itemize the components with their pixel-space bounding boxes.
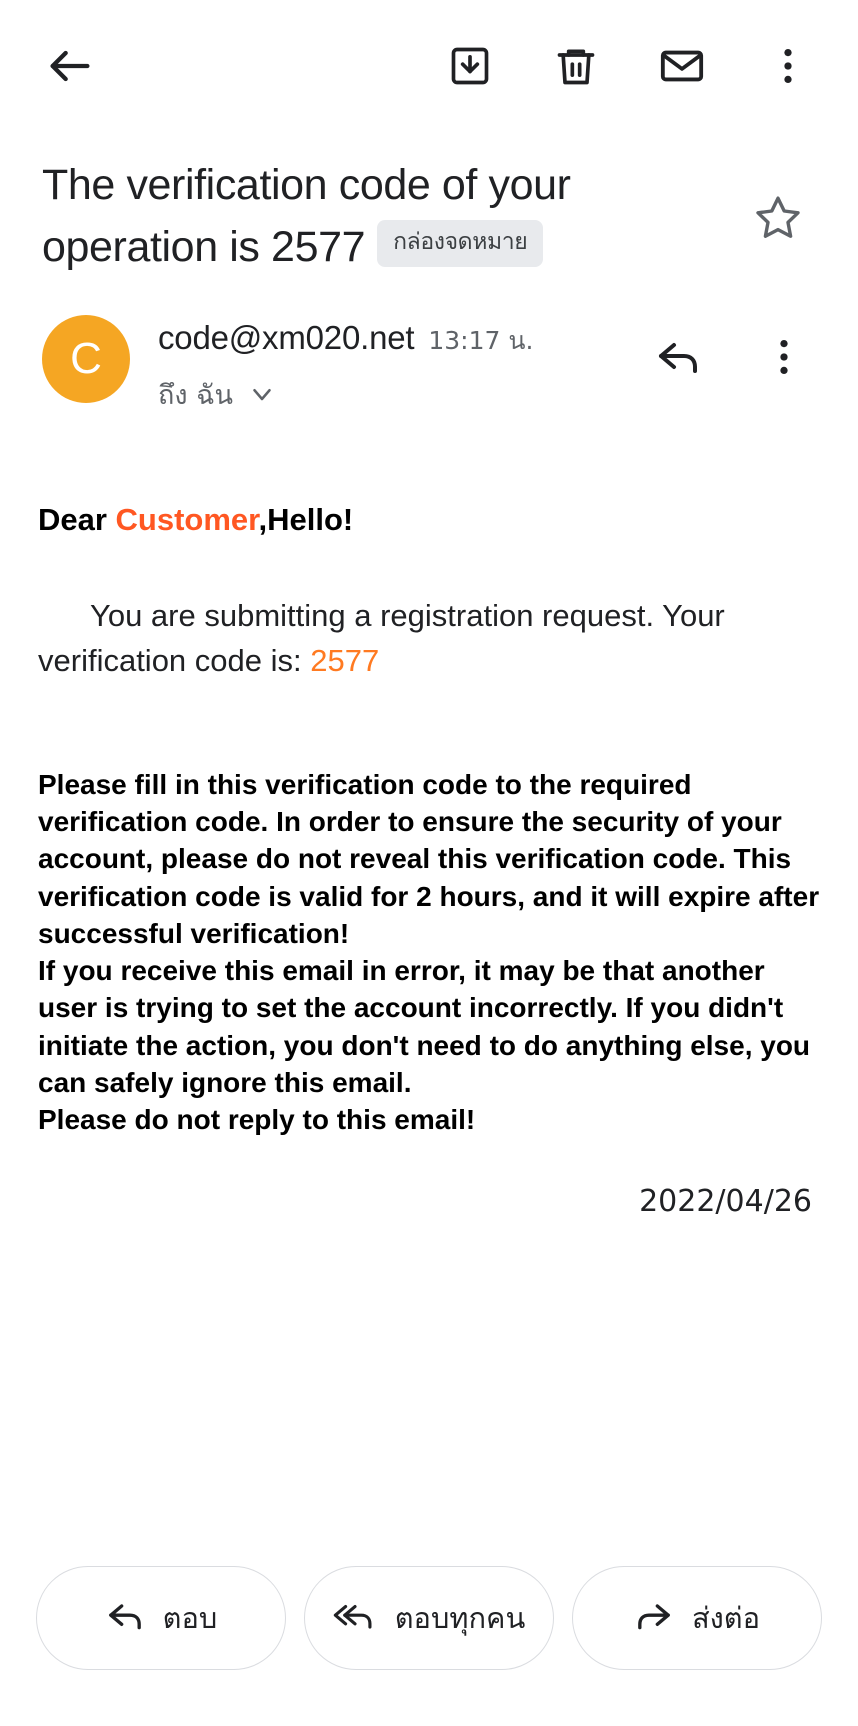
reply-all-action-button[interactable] bbox=[304, 1566, 554, 1670]
archive-button[interactable] bbox=[434, 30, 506, 102]
greeting-prefix: Dear bbox=[38, 501, 116, 537]
page-title bbox=[42, 154, 740, 279]
message-date: 2022/04/26 bbox=[639, 1184, 812, 1220]
sender-row bbox=[0, 279, 858, 416]
star-button[interactable] bbox=[740, 180, 816, 256]
reply-action-label: ตอบ bbox=[162, 1601, 218, 1635]
verification-paragraph bbox=[38, 594, 820, 684]
forward-arrow-icon bbox=[634, 1596, 674, 1641]
sent-time: 13:17 น. bbox=[428, 325, 534, 355]
envelope-icon bbox=[659, 43, 705, 89]
top-toolbar bbox=[0, 0, 858, 132]
forward-action-label: ส่งต่อ bbox=[691, 1601, 761, 1635]
label-chip[interactable]: กล่องจดหมาย bbox=[377, 220, 543, 267]
reply-all-action-label: ตอบทุกคน bbox=[394, 1601, 526, 1635]
more-vertical-icon bbox=[767, 334, 801, 380]
forward-action-button[interactable] bbox=[572, 1566, 822, 1670]
chevron-down-icon[interactable] bbox=[247, 379, 277, 409]
reply-button[interactable] bbox=[642, 321, 714, 393]
paragraph-text: You are submitting a registration request. Your verification code is: bbox=[38, 597, 725, 678]
sender-address[interactable]: code@xm020.net bbox=[158, 318, 415, 356]
avatar: C bbox=[42, 315, 130, 403]
reply-arrow-icon bbox=[105, 1596, 145, 1641]
recipient-label: ถึง ฉัน bbox=[158, 379, 233, 411]
notice-line-1: Please fill in this verification code to the required verification code. In order to ensure the security of your account, please do not reveal this verification code. This verification code is valid for 2 hours, and it will expire after successful verification! bbox=[38, 768, 820, 949]
reply-arrow-icon bbox=[654, 333, 702, 381]
back-button[interactable] bbox=[34, 30, 106, 102]
reply-action-button[interactable] bbox=[36, 1566, 286, 1670]
greeting-suffix: ,Hello! bbox=[258, 501, 354, 537]
more-vertical-icon bbox=[771, 43, 805, 89]
mark-unread-button[interactable] bbox=[646, 30, 718, 102]
recipient-row[interactable] bbox=[158, 373, 642, 416]
sender-details bbox=[130, 315, 642, 416]
notice-line-3: Please do not reply to this email! bbox=[38, 1103, 476, 1135]
notice-line-2: If you receive this email in error, it may be that another user is trying to set the account incorrectly. If you didn't initiate the action, you don't need to do anything else, you can safely ignore this email. bbox=[38, 955, 811, 1098]
delete-button[interactable] bbox=[540, 30, 612, 102]
greeting-line bbox=[38, 500, 820, 540]
subject-block bbox=[0, 132, 858, 279]
sender-line-primary bbox=[158, 319, 642, 361]
greeting-highlight: Customer bbox=[115, 501, 259, 537]
reply-all-arrow-icon bbox=[333, 1596, 377, 1641]
quick-actions-bar bbox=[0, 1566, 858, 1726]
trash-icon bbox=[554, 44, 598, 88]
notice-block bbox=[38, 766, 820, 1138]
star-outline-icon bbox=[754, 193, 802, 244]
subject-text: The verification code of your operation is 2577 bbox=[42, 161, 571, 272]
archive-icon bbox=[448, 44, 492, 88]
message-body bbox=[0, 416, 858, 1566]
message-overflow-button[interactable] bbox=[748, 321, 820, 393]
back-arrow-icon bbox=[44, 40, 96, 92]
verification-code: 2577 bbox=[310, 642, 380, 678]
sender-actions bbox=[642, 315, 820, 393]
overflow-menu-button[interactable] bbox=[752, 30, 824, 102]
